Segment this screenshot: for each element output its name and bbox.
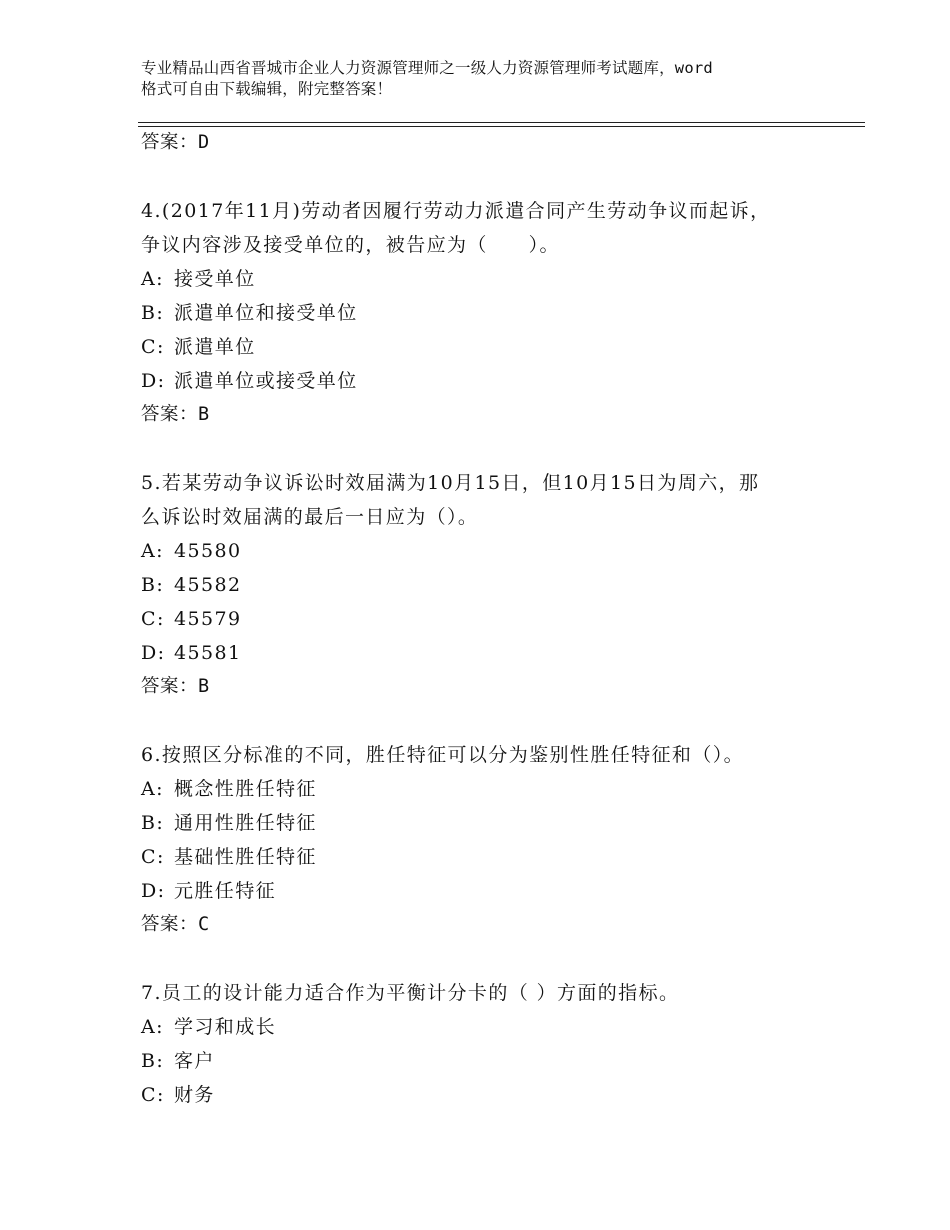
option-letter: D:	[141, 370, 166, 392]
option-text: 45581	[174, 642, 242, 664]
option-a	[141, 1010, 831, 1044]
option-b	[141, 568, 831, 602]
option-letter: A:	[141, 540, 164, 562]
option-c	[141, 1078, 831, 1112]
document-body	[141, 126, 831, 1112]
option-c	[141, 602, 831, 636]
option-text: 派遣单位或接受单位	[174, 370, 358, 392]
question-block	[141, 738, 831, 942]
answer-line: 答案：C	[141, 914, 210, 935]
option-letter: A:	[141, 268, 164, 290]
option-letter: C:	[141, 846, 165, 868]
option-letter: C:	[141, 1084, 165, 1106]
option-text: 财务	[174, 1084, 215, 1106]
option-text: 派遣单位	[174, 336, 256, 358]
option-letter: B:	[141, 812, 165, 834]
option-letter: C:	[141, 336, 165, 358]
option-a	[141, 534, 831, 568]
option-text: 元胜任特征	[174, 880, 277, 902]
option-text: 接受单位	[174, 268, 256, 290]
option-text: 派遣单位和接受单位	[174, 302, 358, 324]
option-b	[141, 296, 831, 330]
answer-line: 答案：B	[141, 404, 210, 425]
option-text: 45582	[174, 574, 242, 596]
option-letter: A:	[141, 1016, 164, 1038]
document-header	[141, 58, 841, 100]
option-letter: D:	[141, 880, 166, 902]
question-text-line: 6.按照区分标准的不同，胜任特征可以分为鉴别性胜任特征和（）。	[141, 744, 745, 766]
header-line-1: 专业精品山西省晋城市企业人力资源管理师之一级人力资源管理师考试题库，word	[141, 59, 713, 77]
option-letter: B:	[141, 1050, 165, 1072]
question-block	[141, 976, 831, 1112]
option-text: 概念性胜任特征	[174, 778, 317, 800]
question-block	[141, 194, 831, 432]
option-a	[141, 772, 831, 806]
option-c	[141, 330, 831, 364]
question-text-line: 5.若某劳动争议诉讼时效届满为10月15日，但10月15日为周六，那	[141, 472, 760, 494]
option-letter: B:	[141, 574, 165, 596]
option-text: 45579	[174, 608, 242, 630]
option-letter: B:	[141, 302, 165, 324]
answer-line: 答案：D	[141, 132, 210, 153]
option-text: 通用性胜任特征	[174, 812, 317, 834]
option-c	[141, 840, 831, 874]
option-d	[141, 364, 831, 398]
header-rule-thin	[138, 122, 865, 123]
option-text: 基础性胜任特征	[174, 846, 317, 868]
question-block	[141, 466, 831, 704]
option-text: 学习和成长	[174, 1016, 277, 1038]
option-b	[141, 1044, 831, 1078]
option-b	[141, 806, 831, 840]
option-letter: D:	[141, 642, 166, 664]
option-d	[141, 874, 831, 908]
header-line-2: 格式可自由下载编辑，附完整答案！	[141, 80, 393, 98]
option-a	[141, 262, 831, 296]
option-text: 45580	[174, 540, 242, 562]
option-letter: C:	[141, 608, 165, 630]
answer-line: 答案：B	[141, 676, 210, 697]
option-d	[141, 636, 831, 670]
option-letter: A:	[141, 778, 164, 800]
option-text: 客户	[174, 1050, 215, 1072]
question-text-line: 7.员工的设计能力适合作为平衡计分卡的（ ）方面的指标。	[141, 982, 680, 1004]
question-text-line: 4.(2017年11月)劳动者因履行劳动力派遣合同产生劳动争议而起诉，	[141, 200, 771, 222]
question-text-line: 争议内容涉及接受单位的，被告应为（ ）。	[141, 234, 560, 256]
question-text-line: 么诉讼时效届满的最后一日应为（）。	[141, 506, 479, 528]
